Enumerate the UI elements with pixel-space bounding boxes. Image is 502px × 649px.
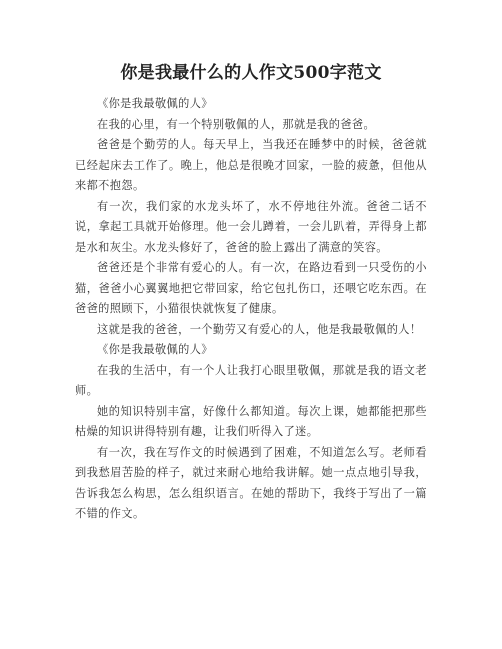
- paragraph: 她的知识特别丰富，好像什么都知道。每次上课，她都能把那些枯燥的知识讲得特别有趣，让我们听得入了迷。: [75, 404, 427, 438]
- paragraph: 这就是我的爸爸，一个勤劳又有爱心的人，他是我最敬佩的人！: [97, 322, 422, 336]
- paragraph: 在我的生活中，有一个人让我打心眼里敬佩，那就是我的语文老师。: [75, 363, 427, 397]
- essay-heading-2: 《你是我最敬佩的人》: [97, 343, 213, 356]
- paragraph: 爸爸还是个非常有爱心的人。有一次，在路边看到一只受伤的小猫，爸爸小心翼翼地把它带回家，给它包扎伤口，还喂它吃东西。在爸爸的照顾下，小猫很快就恢复了健康。: [75, 261, 427, 315]
- paragraph: 爸爸是个勤劳的人。每天早上，当我还在睡梦中的时候，爸爸就已经起床去工作了。晚上，他总是很晚才回家，一脸的疲惫，但他从来都不抱怨。: [75, 138, 427, 192]
- paragraph: 有一次，我们家的水龙头坏了，水不停地往外流。爸爸二话不说，拿起工具就开始修理。他一会儿蹲着，一会儿趴着，弄得身上都是水和灰尘。水龙头修好了，爸爸的脸上露出了满意的笑容。: [75, 199, 427, 254]
- document-title: 你是我最什么的人作文500字范文: [120, 63, 382, 83]
- paragraph: 在我的心里，有一个特别敬佩的人，那就是我的爸爸。: [97, 117, 376, 131]
- paragraph: 有一次，我在写作文的时候遇到了困难，不知道怎么写。老师看到我愁眉苦脸的样子，就过来耐心地给我讲解。她一点点地引导我，告诉我怎么构思，怎么组织语言。在她的帮助下，我终于写出了一篇不错的作文。: [75, 445, 427, 520]
- essay-heading-1: 《你是我最敬佩的人》: [97, 97, 213, 110]
